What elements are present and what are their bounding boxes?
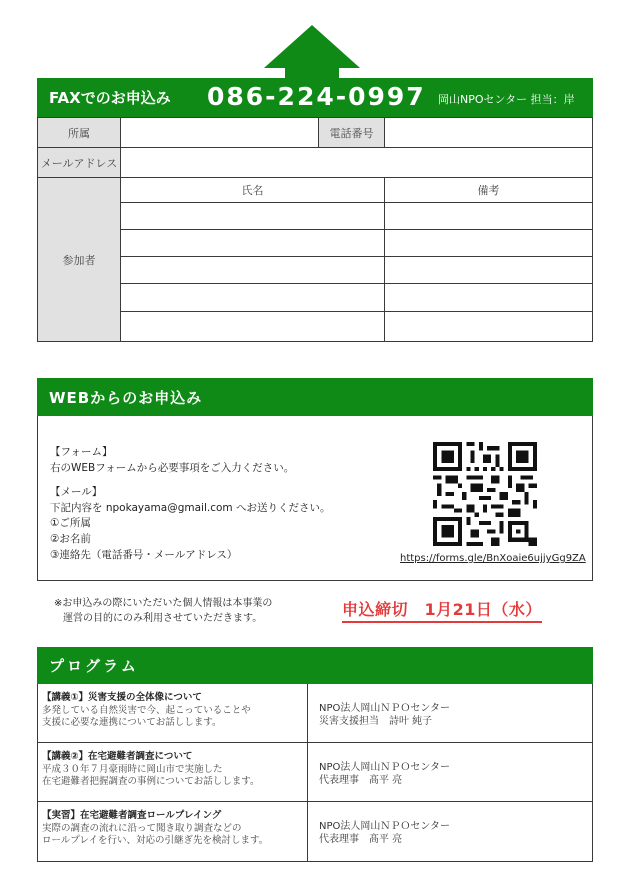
program-item-desc: 在宅避難者把握調査の事例についてお話しします。 xyxy=(42,776,260,787)
form-heading: 【フォーム】 xyxy=(50,446,113,458)
phone-label: 電話番号 xyxy=(319,118,385,148)
web-title: WEBからのお申込み xyxy=(49,389,203,407)
speaker-org: NPO法人岡山ＮＰＯセンター xyxy=(319,703,450,714)
participant-name-field[interactable] xyxy=(121,257,385,284)
affiliation-label: 所属 xyxy=(38,118,121,148)
program-item-desc: 実際の調査の流れに沿って聞き取り調査などの xyxy=(42,822,242,834)
name-column-header: 氏名 xyxy=(121,178,385,203)
fax-section-header xyxy=(37,78,593,117)
participant-name-field[interactable] xyxy=(121,230,385,257)
phone-field[interactable] xyxy=(385,118,592,148)
program-item-desc: 支援に必要な連携についてお話しします。 xyxy=(42,717,222,728)
program-section-header xyxy=(37,647,593,684)
fax-title: FAXでのお申込み xyxy=(49,89,171,107)
program-item-title: 【実習】在宅避難者調査ロールプレイング xyxy=(42,810,222,821)
program-item-desc: 平成３０年７月豪雨時に岡山市で実施した xyxy=(42,763,223,775)
privacy-notice xyxy=(54,596,272,626)
fax-form-table xyxy=(37,117,593,342)
speaker-name: 災害支援担当 詩叶 純子 xyxy=(319,716,433,727)
mail-text: 下記内容を npokayama@gmail.com へお送りください。 xyxy=(50,501,331,514)
web-section-header xyxy=(37,378,593,416)
program-row xyxy=(38,802,592,861)
participant-remarks-field[interactable] xyxy=(385,257,592,284)
qr-code-icon[interactable] xyxy=(433,442,537,546)
required-item: ①ご所属 xyxy=(50,517,91,530)
web-instructions xyxy=(50,445,331,563)
program-row xyxy=(38,684,592,743)
fax-contact: 岡山NPOセンター 担当：岸 xyxy=(438,93,575,106)
participant-remarks-field[interactable] xyxy=(385,230,592,257)
privacy-notice-line: ※お申込みの際にいただいた個人情報は本事業の xyxy=(54,598,273,609)
form-text: 右のWEBフォームから必要事項をご入力ください。 xyxy=(50,461,295,474)
speaker-name: 代表理事 髙平 亮 xyxy=(319,775,403,786)
deadline-text: 申込締切 1月21日（水） xyxy=(342,597,542,623)
remarks-column-header: 備考 xyxy=(385,178,592,203)
participant-remarks-field[interactable] xyxy=(385,312,592,341)
participants-label: 参加者 xyxy=(38,178,121,341)
program-speaker xyxy=(319,702,450,728)
program-speaker xyxy=(319,761,450,787)
fax-number: 086-224-0997 xyxy=(207,82,426,111)
email-field[interactable] xyxy=(121,148,592,178)
required-item: ③連絡先（電話番号・メールアドレス） xyxy=(50,548,238,561)
required-item: ②お名前 xyxy=(50,532,91,545)
speaker-name: 代表理事 髙平 亮 xyxy=(319,834,403,845)
participant-name-field[interactable] xyxy=(121,203,385,230)
program-item-desc: ロールプレイを行い、対応の引継ぎ先を検討します。 xyxy=(42,835,269,846)
web-section-box xyxy=(37,416,593,581)
speaker-org: NPO法人岡山ＮＰＯセンター xyxy=(319,762,450,773)
program-description xyxy=(38,802,308,861)
program-table xyxy=(37,684,593,862)
program-description xyxy=(38,684,308,742)
speaker-org: NPO法人岡山ＮＰＯセンター xyxy=(319,821,450,832)
program-description xyxy=(38,743,308,801)
up-arrow-icon xyxy=(264,25,360,68)
up-arrow-stem xyxy=(285,66,339,78)
participant-name-field[interactable] xyxy=(121,284,385,312)
program-item-desc: 多発している自然災害で今、起こっていることや xyxy=(42,704,251,716)
program-item-title: 【講義①】災害支援の全体像について xyxy=(42,692,202,703)
privacy-notice-line: 運営の目的にのみ利用させていただきます。 xyxy=(63,613,263,624)
participant-name-field[interactable] xyxy=(121,312,385,341)
program-row xyxy=(38,743,592,802)
mail-heading: 【メール】 xyxy=(50,486,103,499)
program-title: プログラム xyxy=(49,657,139,675)
participant-remarks-field[interactable] xyxy=(385,284,592,312)
program-speaker xyxy=(319,820,450,846)
email-label: メールアドレス xyxy=(38,148,121,178)
form-url-link[interactable]: https://forms.gle/BnXoaie6ujjyGg9ZA xyxy=(400,553,586,564)
program-item-title: 【講義②】在宅避難者調査について xyxy=(42,751,193,762)
participant-remarks-field[interactable] xyxy=(385,203,592,230)
affiliation-field[interactable] xyxy=(121,118,319,148)
